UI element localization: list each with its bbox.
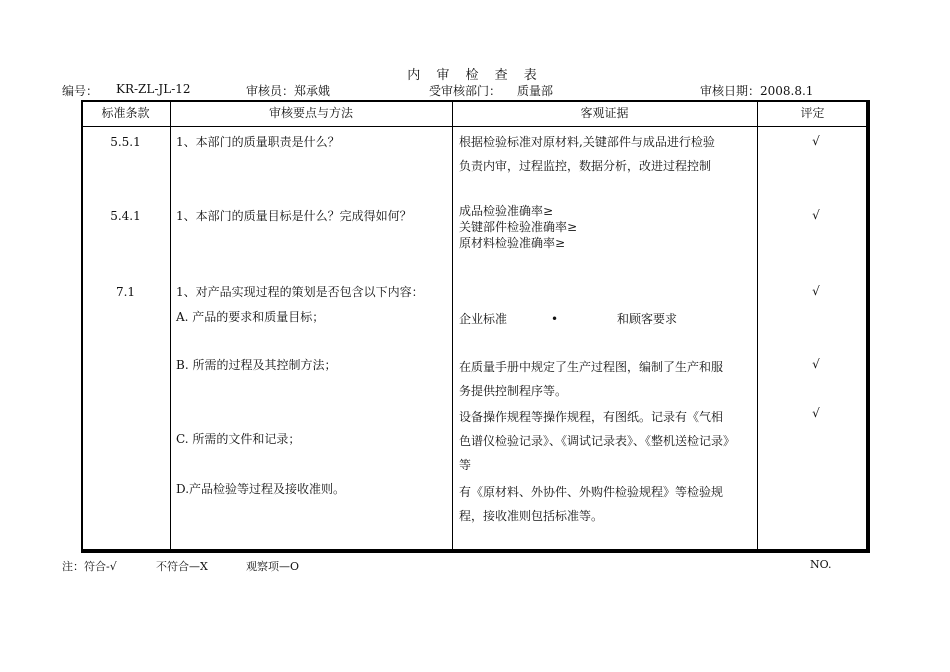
legend-fail: 不符合—X xyxy=(156,560,208,573)
evidence-line: 色谱仪检验记录》、《调试记录表》、《整机送检记录》 xyxy=(459,434,736,448)
sub-item-a: A. 产品的要求和质量目标； xyxy=(176,310,325,324)
column-divider xyxy=(757,100,758,551)
evidence-line: 关键部件检验准确率≥ xyxy=(459,220,578,234)
evidence-line: 和顾客要求 xyxy=(617,312,678,326)
evidence-cell xyxy=(459,405,735,477)
evidence-line: 原材料检验准确率≥ xyxy=(459,236,566,250)
sub-item-c: C. 所需的文件和记录； xyxy=(176,432,301,446)
question-cell: 1、本部门的质量目标是什么？完成得如何？ xyxy=(176,209,412,223)
dept-value: 质量部 xyxy=(517,84,554,98)
table-shadow-bottom xyxy=(81,551,870,553)
rating-mark: √ xyxy=(812,357,820,371)
audit-date: 审核日期：2008.8.1 xyxy=(700,84,814,98)
rating-mark: √ xyxy=(812,406,820,420)
bullet-dot: • xyxy=(551,312,559,326)
question-cell: 1、对产品实现过程的策划是否包含以下内容： xyxy=(176,285,424,299)
evidence-line: 企业标准 xyxy=(459,312,508,326)
auditor: 审核员：郑承娥 xyxy=(246,84,331,98)
rating-mark: √ xyxy=(812,208,820,222)
evidence-line: 根据检验标准对原材料,关键部件与成品进行检验 xyxy=(459,135,715,149)
header-divider xyxy=(81,126,868,127)
evidence-cell xyxy=(459,480,723,528)
legend-observation: 观察项—O xyxy=(246,560,300,573)
dept-label: 受审核部门： xyxy=(429,84,502,98)
column-header-rating: 评定 xyxy=(800,106,825,120)
number-value: KR-ZL-JL-12 xyxy=(116,82,191,96)
evidence-line: 程，接收准则包括标准等。 xyxy=(459,509,604,523)
clause-cell: 7.1 xyxy=(115,285,136,299)
clause-cell: 5.4.1 xyxy=(110,209,141,223)
evidence-cell xyxy=(459,355,723,403)
column-header-method: 审核要点与方法 xyxy=(268,106,353,120)
evidence-line: 务提供控制程序等。 xyxy=(459,384,568,398)
page-number: NO. xyxy=(810,558,832,571)
evidence-cell xyxy=(459,130,715,178)
column-divider xyxy=(452,100,453,551)
evidence-cell xyxy=(459,203,577,251)
column-header-clause: 标准条款 xyxy=(101,106,150,120)
rating-mark: √ xyxy=(812,134,820,148)
question-cell: 1、本部门的质量职责是什么？ xyxy=(176,135,340,149)
evidence-line: 设备操作规程等操作规程，有图纸。记录有《气相 xyxy=(459,410,724,424)
rating-mark: √ xyxy=(812,284,820,298)
evidence-line: 负责内审，过程监控，数据分析，改进过程控制 xyxy=(459,159,712,173)
number-label: 编号： xyxy=(62,84,99,98)
column-header-evidence: 客观证据 xyxy=(580,106,629,120)
sub-item-b: B. 所需的过程及其控制方法； xyxy=(176,358,337,372)
column-divider xyxy=(170,100,171,551)
evidence-line: 等 xyxy=(459,458,472,472)
legend-pass: 注：符合-√ xyxy=(62,560,117,573)
document-title: 内 审 检 查 表 xyxy=(407,68,543,83)
evidence-line: 成品检验准确率≥ xyxy=(459,204,554,218)
clause-cell: 5.5.1 xyxy=(110,135,141,149)
table-shadow-right xyxy=(868,100,870,553)
sub-item-d: D.产品检验等过程及接收准则。 xyxy=(176,482,346,496)
evidence-line: 有《原材料、外协件、外购件检验规程》等检验规 xyxy=(459,485,724,499)
evidence-line: 在质量手册中规定了生产过程图，编制了生产和服 xyxy=(459,360,724,374)
